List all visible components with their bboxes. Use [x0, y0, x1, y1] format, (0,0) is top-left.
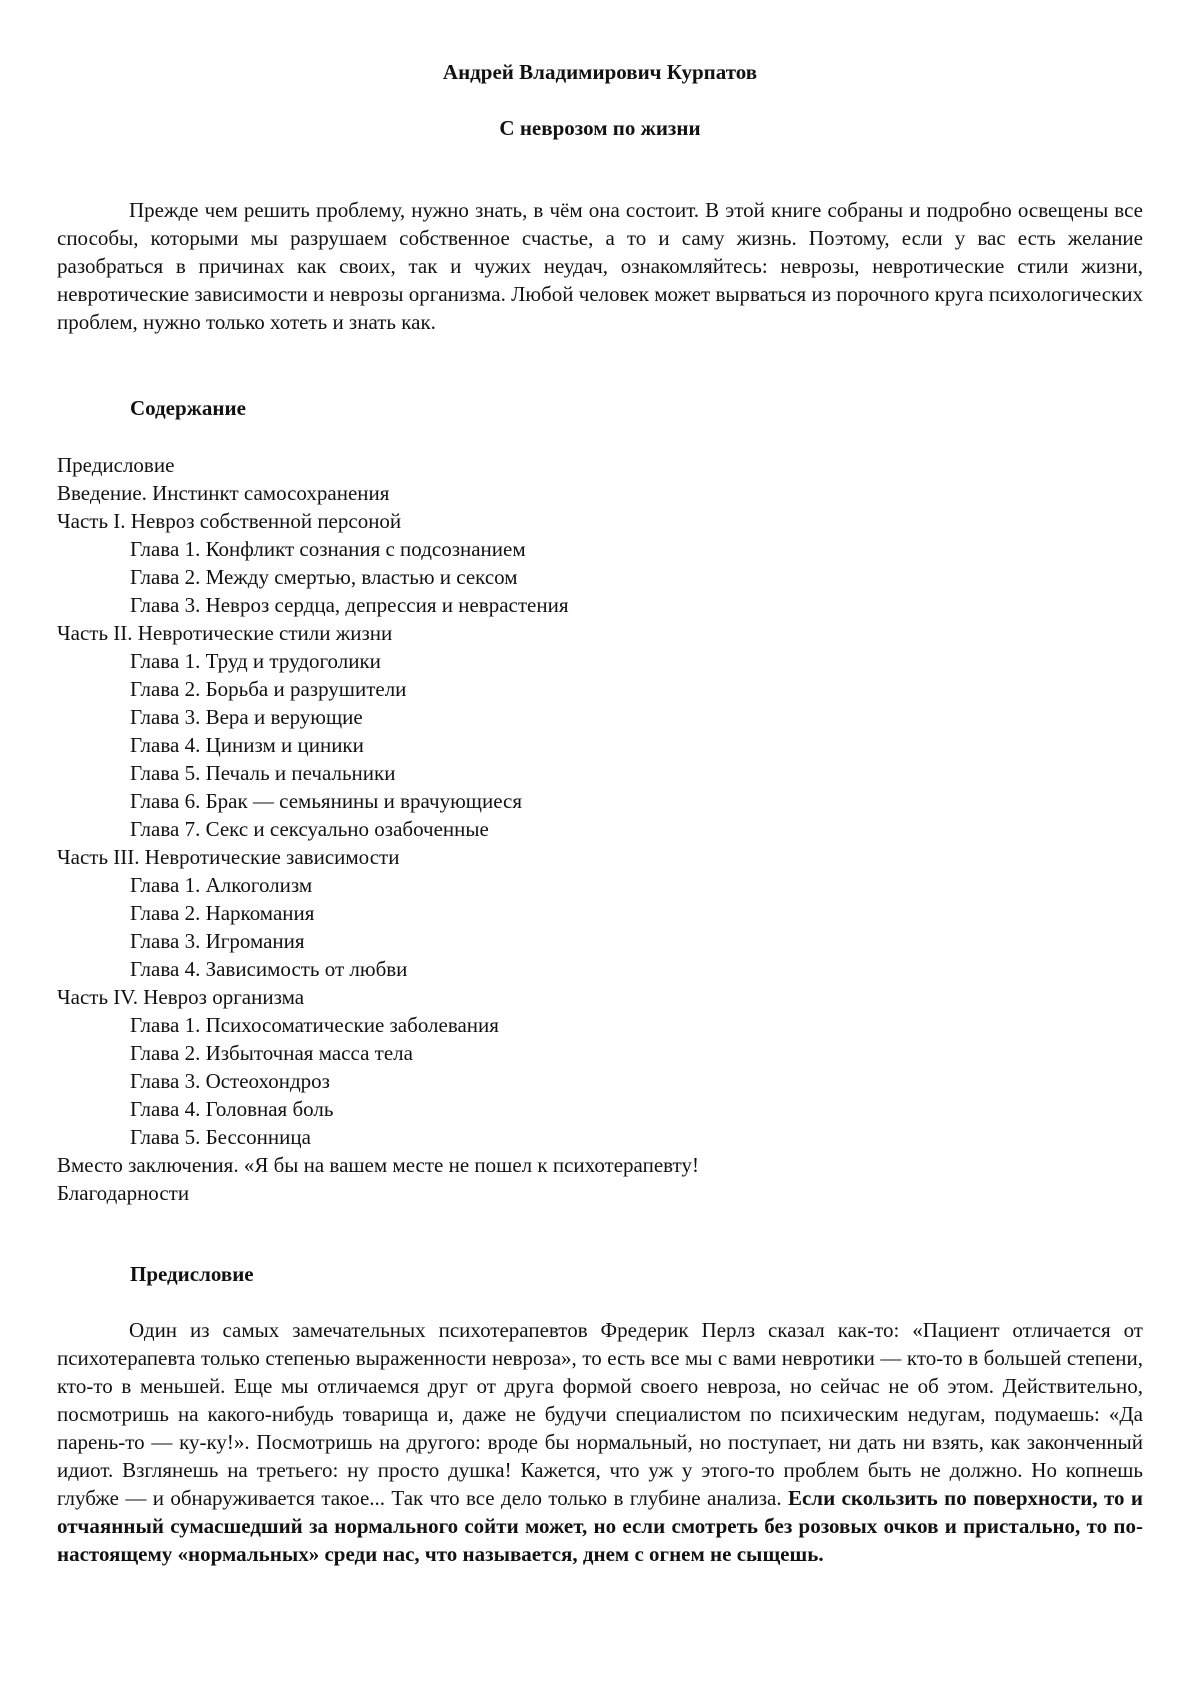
toc-entry: Глава 2. Борьба и разрушители [130, 677, 407, 701]
toc-entry: Глава 2. Избыточная масса тела [130, 1041, 413, 1065]
toc-entry: Часть I. Невроз собственной персоной [57, 509, 402, 533]
toc-entry: Благодарности [57, 1181, 190, 1205]
toc-entry: Часть II. Невротические стили жизни [57, 621, 393, 645]
toc-entry: Глава 1. Психосоматические заболевания [130, 1013, 499, 1037]
toc-entry: Глава 7. Секс и сексуально озабоченные [130, 817, 489, 841]
toc-entry: Глава 4. Головная боль [130, 1097, 334, 1121]
toc-entry: Глава 1. Труд и трудоголики [130, 649, 381, 673]
toc-entry: Глава 4. Цинизм и циники [130, 733, 364, 757]
toc-entry: Глава 2. Наркомания [130, 901, 315, 925]
toc-entry: Глава 3. Остеохондроз [130, 1069, 330, 1093]
toc-entry: Глава 6. Брак — семьянины и врачующиеся [130, 789, 523, 813]
toc-entry: Глава 1. Алкоголизм [130, 873, 313, 897]
toc-entry: Часть III. Невротические зависимости [57, 845, 400, 869]
table-of-contents [57, 451, 1143, 1207]
preface-heading: Предисловие [130, 1262, 254, 1286]
toc-entry: Глава 3. Невроз сердца, депрессия и неврастения [130, 593, 569, 617]
toc-entry: Часть IV. Невроз организма [57, 985, 305, 1009]
toc-entry: Глава 1. Конфликт сознания с подсознанием [130, 537, 526, 561]
toc-entry: Глава 5. Печаль и печальники [130, 761, 396, 785]
toc-entry: Предисловие [57, 453, 175, 477]
preface-text: Один из самых замечательных психотерапевтов Фредерик Перлз сказал как-то: «Пациент отличается от психотерапевта только степенью выраженности невроза», то есть все мы с вами невротики — кто-то в большей степени, кто-то в меньшей. Еще мы отличаемся друг от друга формой своего невроза, но сейчас не об этом. Действительно, посмотришь на какого-нибудь товарища и, даже не будучи специалистом по психическим недугам, подумаешь: «Да парень-то — ку-ку!». Посмотришь на другого: вроде бы нормальный, но поступает, ни дать ни взять, как законченный идиот. Взглянешь на третьего: ну просто душка! Кажется, что уж у этого-то проблем быть не должно. Но копнешь глубже — и обнаруживается такое... Так что все дело только в глубине анализа. [57, 1318, 1143, 1510]
toc-entry: Глава 3. Вера и верующие [130, 705, 363, 729]
toc-entry: Глава 5. Бессонница [130, 1125, 311, 1149]
toc-entry: Глава 2. Между смертью, властью и сексом [130, 565, 518, 589]
preface-emphasis: Если скользить по поверхности, то и отчаянный сумасшедший за нормального сойти может, но если смотреть без розовых очков и пристально, то по-настоящему «нормальных» среди нас, что называется, днем с огнем не сыщешь. [57, 1486, 1143, 1566]
toc-entry: Глава 4. Зависимость от любви [130, 957, 408, 981]
toc-heading: Содержание [130, 396, 246, 420]
book-abstract: Прежде чем решить проблему, нужно знать, в чём она состоит. В этой книге собраны и подробно освещены все способы, которыми мы разрушаем собственное счастье, а то и саму жизнь. Поэтому, если у вас есть желание разобраться в причинах как своих, так и чужих неудач, ознакомляйтесь: неврозы, невротические стили жизни, невротические зависимости и неврозы организма. Любой человек может вырваться из порочного круга психологических проблем, нужно только хотеть и знать как. [57, 198, 1143, 334]
book-title: С неврозом по жизни [499, 116, 701, 140]
toc-entry: Вместо заключения. «Я бы на вашем месте не пошел к психотерапевту! [57, 1153, 699, 1177]
author-name: Андрей Владимирович Курпатов [442, 60, 758, 84]
toc-entry: Глава 3. Игромания [130, 929, 305, 953]
toc-entry: Введение. Инстинкт самосохранения [57, 481, 390, 505]
preface-paragraph [57, 1316, 1143, 1568]
